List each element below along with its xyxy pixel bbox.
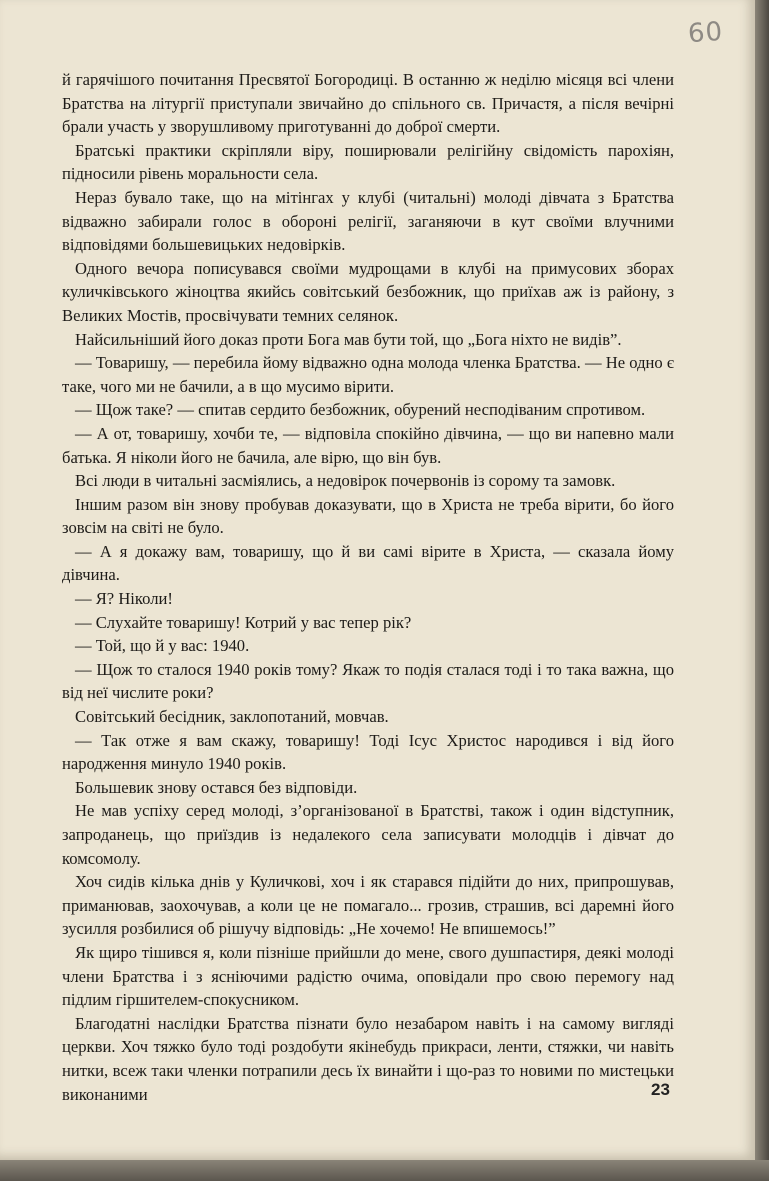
paragraph-1: й гарячішого почитання Пресвятої Богородиці. В останню ж неділю місяця всі члени Братства на літургії приступали звичайно до спільного св. Причастя, а після вечірні брали участь у зворушливому приготуванні до доброї смерти. xyxy=(62,70,674,137)
paragraph-5: Найсильніший його доказ проти Бога мав бути той, що „Бога ніхто не видів”. xyxy=(75,329,622,349)
handwritten-page-note: 60 xyxy=(686,16,725,50)
paragraph-12: — Я? Ніколи! xyxy=(75,589,173,609)
paragraph-9: Всі люди в читальні засміялись, а недовірок почервонів із сорому та замовк. xyxy=(75,471,616,491)
paragraph-13: — Слухайте товаришу! Котрий у вас тепер рік? xyxy=(75,612,412,632)
paragraph-2: Братські практики скріпляли віру, поширювали релігійну свідомість парохіян, підносили рівень моральности села. xyxy=(62,140,674,184)
paragraph-6: — Товаришу, — перебила йому відважно одна молода членка Братства. — Не одно є таке, чого ми не бачили, а в що мусимо вірити. xyxy=(62,353,674,396)
paragraph-3: Нераз бувало таке, що на мітінгах у клубі (читальні) молоді дівчата з Братства відважно забирали голос в обороні релігії, заганяючи в кут своїми влучними відповідями большевицьких недовірків. xyxy=(62,187,674,255)
paragraph-14: — Той, що й у вас: 1940. xyxy=(75,636,250,656)
paragraph-4: Одного вечора пописувався своїми мудрощами в клубі на примусових зборах куличківського жіноцтва якийсь совітський безбожник, що приїхав аж із району, з Великих Мостів, просвічувати темних селянок. xyxy=(62,258,674,325)
book-edge-bottom xyxy=(0,1160,769,1181)
page-number: 23 xyxy=(651,1080,670,1099)
paragraph-8: — А от, товаришу, хочби те, — відповіла спокійно дівчина, — що ви напевно мали батька. Я ніколи його не бачила, але вірю, що він був. xyxy=(62,423,674,467)
paragraph-10: Іншим разом він знову пробував доказувати, що в Христа не треба вірити, бо його зовсім на світі не було. xyxy=(62,494,674,538)
paragraph-18: Большевик знову остався без відповіди. xyxy=(75,777,358,797)
body-text xyxy=(62,68,674,1106)
paragraph-7: — Щож таке? — спитав сердито безбожник, обурений несподіваним спротивом. xyxy=(75,400,646,420)
paragraph-11: — А я докажу вам, товаришу, що й ви самі вірите в Христа, — сказала йому дівчина. xyxy=(62,541,674,585)
paragraph-15: — Щож то сталося 1940 років тому? Якаж то подія сталася тоді і то така важна, що від неї числите роки? xyxy=(62,659,674,703)
paragraph-16: Совітський бесідник, заклопотаний, мовчав. xyxy=(75,707,389,727)
paragraph-17: — Так отже я вам скажу, товаришу! Тоді Ісус Христос народився і від його народження минуло 1940 років. xyxy=(62,730,674,774)
paragraph-22: Благодатні наслідки Братства пізнати було незабаром навіть і на самому вигляді церкви. Хоч тяжко було тоді роздобути якінебудь прикраси, ленти, стяжки, чи навіть нитки, всеж таки членки потрапили десь їх винайти і що-раз то новими по мистецьки виконаними xyxy=(62,1013,674,1104)
paragraph-19: Не мав успіху серед молоді, з’організованої в Братстві, також і один відступник, запроданець, що приїздив із недалекого села записувати молодців і дівчат до комсомолу. xyxy=(62,801,674,868)
paragraph-21: Як щиро тішився я, коли пізніше прийшли до мене, свого душпастиря, деякі молоді члени Братства і з ясніючими радістю очима, оповідали про свою перемогу над підлим гіршителем-спокусником. xyxy=(62,942,674,1010)
book-edge-right xyxy=(755,0,769,1181)
paragraph-20: Хоч сидів кілька днів у Куличкові, хоч і як старався підійти до них, припрошував, приманював, заохочував, а коли це не помагало... грозив, страшив, всі даремні його зусилля розбилися об рішучу відповідь: „Не хочемо! Не впишемось!” xyxy=(62,872,674,939)
